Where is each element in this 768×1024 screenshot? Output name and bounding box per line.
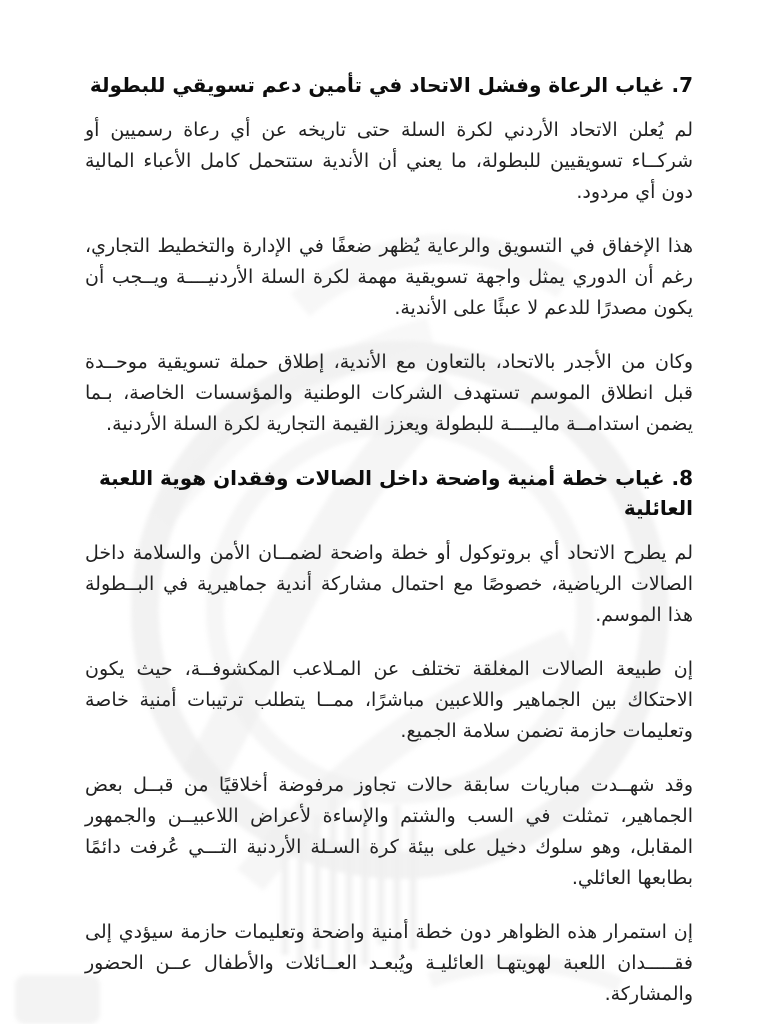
section-8-heading: 8. غياب خطة أمنية واضحة داخل الصالات وفقدان هوية اللعبة العائلية [98,466,693,520]
section-8-paragraph-1: لم يطرح الاتحاد أي بروتوكول أو خطة واضحة لضمــان الأمن والسلامة داخل الصالات الرياضية، خصوصًا مع احتمال مشاركة أندية جماهيرية في البــطولة هذا الموسم. [85,542,693,626]
section-7-heading: 7. غياب الرعاة وفشل الاتحاد في تأمين دعم تسويقي للبطولة [89,73,693,97]
section-7-paragraph-2: هذا الإخفاق في التسويق والرعاية يُظهر ضعفًا في الإدارة والتخطيط التجاري، رغم أن الدوري يمثل واجهة تسويقية مهمة لكرة السلة الأردنيــــة ويــجب أن يكون مصدرًا للدعم لا عبئًا على الأندية. [85,235,693,319]
section-7-paragraph-1: لم يُعلن الاتحاد الأردني لكرة السلة حتى تاريخه عن أي رعاة رسميين أو شركــاء تسويقيين للبطولة، ما يعني أن الأندية ستتحمل كامل الأعباء المالية دون أي مردود. [85,119,693,203]
section-7-paragraph-3: وكان من الأجدر بالاتحاد، بالتعاون مع الأندية، إطلاق حملة تسويقية موحــدة قبل انطلاق الموسم تستهدف الشركات الوطنية والمؤسسات الخاصة، بـما يضمن استدامــة ماليــــة للبطولة ويعزز القيمة التجارية لكرة السلة الأردنية. [85,351,693,435]
section-8-paragraph-4: إن استمرار هذه الظواهر دون خطة أمنية واضحة وتعليمات حازمة سيؤدي إلى فقـــــدان اللعبة لهويتهـا العائليـة ويُبعـد العــائلات والأطفال عــن الحضور والمشاركة. [85,921,693,1005]
report-body [85,70,693,1024]
section-7 [85,70,693,440]
section-8-paragraph-2: إن طبيعة الصالات المغلقة تختلف عن المـلاعب المكشوفــة، حيث يكون الاحتكاك بين الجماهير واللاعبين مباشرًا، ممــا يتطلب ترتيبات أمنية خاصة وتعليمات حازمة تضمن سلامة الجميع. [85,658,693,742]
section-8-paragraph-3: وقد شهــدت مباريات سابقة حالات تجاوز مرفوضة أخلاقيًا من قبــل بعض الجماهير، تمثلت في السب والشتم والإساءة لأعراض اللاعبيــن والجمهور المقابل، وهو سلوك دخيل على بيئة كرة السـلة الأردنية التـــي عُرفت دائمًا بطابعها العائلي. [85,774,693,889]
section-8 [85,463,693,1010]
